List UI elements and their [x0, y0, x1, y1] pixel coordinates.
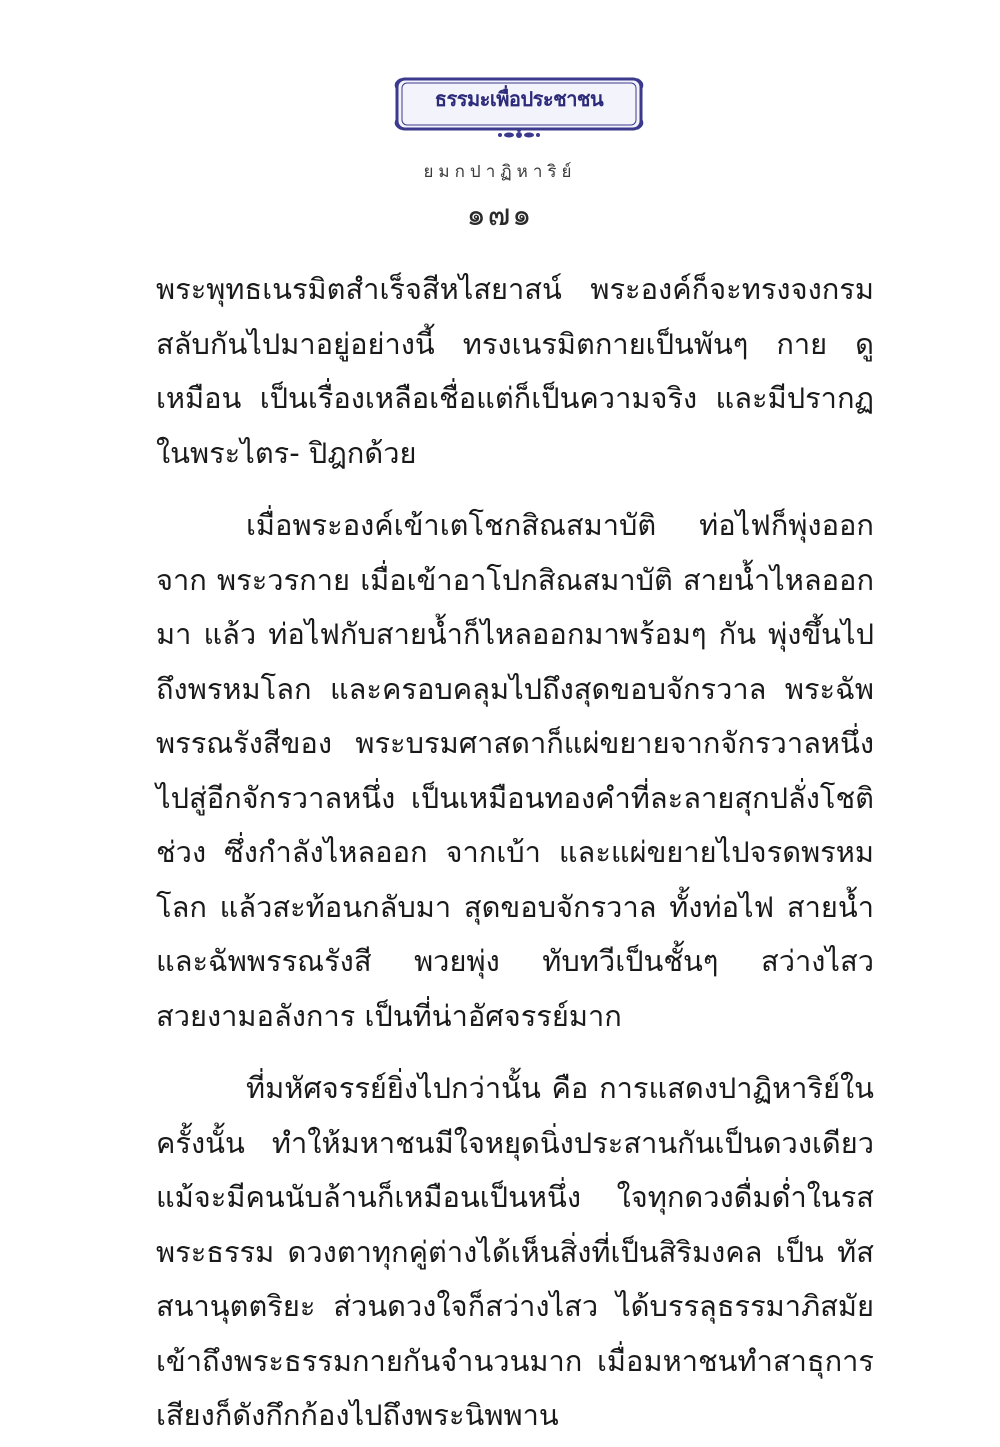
paragraph-3: ที่มหัศจรรย์ยิ่งไปกว่านั้น คือ การแสดงปาฏิหาริย์ใน ครั้งนั้น ทำให้มหาชนมีใจหยุดนิ่งประสานกันเป็นดวงเดียว แม้จะมีคนนับล้านก็เหมือนเป็นหนึ่ง ใจทุกดวงดื่มด่ำในรส พระธรรม ดวงตาทุกคู่ต่างได้เห็นสิ่งที่เป็นสิริมงคล เป็น ทัสสนานุตตริยะ ส่วนดวงใจก็สว่างไสว ได้บรรลุธรรมาภิสมัย เข้าถึงพระธรรมกายกันจำนวนมาก เมื่อมหาชนทำสาธุการ เสียงก็ดังกึกก้องไปถึงพระนิพพาน — [156, 1071, 874, 1432]
book-series-logo — [393, 77, 645, 143]
paragraph-1: พระพุทธเนรมิตสำเร็จสีหไสยาสน์ พระองค์ก็จะทรงจงกรม สลับกันไปมาอยู่อย่างนี้ ทรงเนรมิตกายเป็นพันๆ กาย ดูเหมือน เป็นเรื่องเหลือเชื่อแต่ก็เป็นความจริง และมีปรากฏในพระไตร- ปิฎกด้วย — [156, 272, 874, 470]
chapter-subtitle: ยมกปาฏิหาริย์ — [423, 162, 577, 182]
page-number: ๑๗๑ — [466, 198, 534, 233]
logo-text: ธรรมะเพื่อประชาชน — [434, 87, 604, 111]
paragraph-2: เมื่อพระองค์เข้าเตโชกสิณสมาบัติ ท่อไฟก็พุ่งออกจาก พระวรกาย เมื่อเข้าอาโปกสิณสมาบัติ สายน้ำไหลออกมา แล้ว ท่อไฟกับสายน้ำก็ไหลออกมาพร้อมๆ กัน พุ่งขึ้นไปถึงพรหมโลก และครอบคลุมไปถึงสุดขอบจักรวาล พระฉัพพรรณรังสีของ พระบรมศาสดาก็แผ่ขยายจากจักรวาลหนึ่งไปสู่อีกจักรวาลหนึ่ง เป็นเหมือนทองคำที่ละลายสุกปลั่งโชติช่วง ซึ่งกำลังไหลออก จากเบ้า และแผ่ขยายไปจรดพรหมโลก แล้วสะท้อนกลับมา สุดขอบจักรวาล ทั้งท่อไฟ สายน้ำ และฉัพพรรณรังสี พวยพุ่ง ทับทวีเป็นชั้นๆ สว่างไสวสวยงามอลังการ เป็นที่น่าอัศจรรย์มาก — [156, 508, 874, 1033]
page-body — [156, 262, 874, 1443]
